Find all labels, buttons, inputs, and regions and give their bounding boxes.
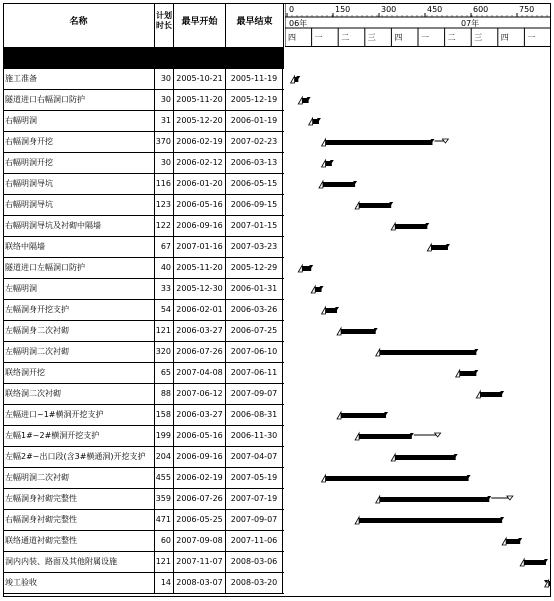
- task-finish: 2007-09-07: [226, 384, 283, 404]
- bar-start-marker: [355, 433, 359, 440]
- task-bar[interactable]: [376, 496, 513, 503]
- bar-start-marker: [355, 202, 359, 209]
- task-bar[interactable]: [298, 265, 313, 272]
- bar-fill: [524, 560, 546, 565]
- task-start: 2006-05-25: [174, 510, 226, 530]
- task-duration: 121: [155, 552, 174, 572]
- bar-start-marker: [322, 160, 326, 167]
- task-finish: 2005-12-29: [226, 258, 283, 278]
- task-bar[interactable]: [376, 349, 479, 356]
- bar-start-marker: [376, 496, 380, 503]
- bar-start-marker: [322, 139, 326, 146]
- gantt-chart: [3, 3, 551, 597]
- task-start: 2006-03-27: [174, 321, 226, 341]
- task-bar[interactable]: [337, 328, 378, 335]
- task-duration: 67: [155, 237, 174, 257]
- header-start-label: 最早开始: [181, 17, 218, 27]
- task-name: 联络洞二次衬砌: [3, 384, 155, 404]
- task-name: 左幅洞身开挖支护: [3, 300, 155, 320]
- task-start: 2006-03-27: [174, 405, 226, 425]
- bar-fill: [359, 518, 502, 523]
- bar-fill: [326, 161, 332, 166]
- task-start: 2006-09-16: [174, 447, 226, 467]
- bar-fill: [323, 182, 355, 187]
- bar-fill: [359, 203, 391, 208]
- task-duration: 121: [155, 321, 174, 341]
- task-name: 左幅1#~2#横洞开挖支护: [3, 426, 155, 446]
- table-row[interactable]: [3, 90, 284, 111]
- gantt-bars: [285, 69, 551, 597]
- task-start: 2005-12-20: [174, 111, 226, 131]
- table-row[interactable]: [3, 174, 284, 195]
- task-start: 2006-02-19: [174, 468, 226, 488]
- bar-fill: [395, 224, 427, 229]
- bar-fill: [549, 581, 551, 586]
- task-duration: 88: [155, 384, 174, 404]
- table-row[interactable]: [3, 237, 284, 258]
- task-start: 2007-01-16: [174, 237, 226, 257]
- bar-fill: [431, 245, 448, 250]
- task-bar[interactable]: [476, 391, 504, 398]
- table-row[interactable]: [3, 279, 284, 300]
- bar-start-marker: [391, 223, 395, 230]
- task-bar[interactable]: [322, 139, 449, 146]
- scale-tick-label: 450: [427, 5, 443, 14]
- table-row[interactable]: [3, 153, 284, 174]
- header-name: [3, 3, 155, 47]
- bar-start-marker: [502, 538, 506, 545]
- task-start: 2006-02-19: [174, 132, 226, 152]
- quarter-label: 三: [367, 33, 376, 42]
- task-start: 2006-05-16: [174, 195, 226, 215]
- table-row[interactable]: [3, 573, 284, 594]
- task-bar[interactable]: [391, 223, 429, 230]
- year-label: 07年: [461, 19, 480, 28]
- bar-start-marker: [298, 97, 302, 104]
- bar-fill: [359, 434, 412, 439]
- table-row[interactable]: [3, 69, 284, 90]
- task-bar[interactable]: [502, 538, 522, 545]
- table-row[interactable]: [3, 468, 284, 489]
- quarter-label: 二: [447, 33, 456, 42]
- task-name: 右幅明洞导坑: [3, 195, 155, 215]
- table-row[interactable]: [3, 132, 284, 153]
- task-name: 右幅明洞导坑: [3, 174, 155, 194]
- task-start: 2007-06-12: [174, 384, 226, 404]
- quarter-label: 三: [474, 33, 483, 42]
- task-start: 2007-04-08: [174, 363, 226, 383]
- bar-fill: [341, 413, 386, 418]
- task-duration: 30: [155, 69, 174, 89]
- task-bar[interactable]: [456, 370, 479, 377]
- task-duration: 158: [155, 405, 174, 425]
- year-label: 06年: [289, 19, 308, 28]
- task-start: 2007-11-07: [174, 552, 226, 572]
- header-start: [174, 3, 226, 47]
- table-row[interactable]: [3, 447, 284, 468]
- task-bar[interactable]: [291, 76, 301, 83]
- bar-start-marker: [391, 454, 395, 461]
- task-name: 隧道进口右幅洞口防护: [3, 90, 155, 110]
- bar-start-marker: [311, 286, 315, 293]
- scale-tick-label: 300: [381, 5, 397, 14]
- task-duration: 14: [155, 573, 174, 593]
- task-finish: 2008-03-20: [226, 573, 283, 593]
- header-finish-label: 最早结束: [236, 17, 273, 27]
- task-start: 2006-02-12: [174, 153, 226, 173]
- task-bar[interactable]: [355, 517, 504, 524]
- task-bar[interactable]: [311, 286, 323, 293]
- task-duration: 31: [155, 111, 174, 131]
- task-name: 联络中隔墙: [3, 237, 155, 257]
- bar-fill: [506, 539, 520, 544]
- task-finish: 2007-06-11: [226, 363, 283, 383]
- task-name: 联络通道衬砌完整性: [3, 531, 155, 551]
- header-name-label: 名称: [69, 17, 88, 27]
- bar-start-marker: [319, 181, 323, 188]
- task-name: 右幅洞身衬砌完整性: [3, 510, 155, 530]
- task-name: 施工准备: [3, 69, 155, 89]
- bar-start-marker: [291, 76, 295, 83]
- task-duration: 204: [155, 447, 174, 467]
- bar-start-marker: [520, 559, 524, 566]
- task-bar[interactable]: [355, 202, 393, 209]
- bar-start-marker: [322, 475, 326, 482]
- summary-bar: [3, 47, 284, 69]
- task-name: 右幅明洞: [3, 111, 155, 131]
- task-duration: 30: [155, 90, 174, 110]
- task-finish: 2007-01-15: [226, 216, 283, 236]
- task-duration: 122: [155, 216, 174, 236]
- task-duration: 123: [155, 195, 174, 215]
- table-row[interactable]: [3, 111, 284, 132]
- bar-fill: [480, 392, 502, 397]
- task-name: 左幅明洞二次衬砌: [3, 468, 155, 488]
- task-finish: 2007-02-23: [226, 132, 283, 152]
- task-finish: 2006-03-13: [226, 153, 283, 173]
- bar-start-marker: [298, 265, 302, 272]
- table-row[interactable]: [3, 489, 284, 510]
- task-name: 左幅洞身衬砌完整性: [3, 489, 155, 509]
- table-row[interactable]: [3, 531, 284, 552]
- task-duration: 471: [155, 510, 174, 530]
- task-duration: 65: [155, 363, 174, 383]
- task-finish: 2006-03-26: [226, 300, 283, 320]
- header-finish: [226, 3, 284, 47]
- task-name: 左幅2#~出口段(含3#横通洞)开挖支护: [3, 447, 155, 467]
- task-duration: 359: [155, 489, 174, 509]
- task-finish: 2008-03-06: [226, 552, 283, 572]
- task-duration: 54: [155, 300, 174, 320]
- table-row[interactable]: [3, 321, 284, 342]
- task-name: 右幅洞身开挖: [3, 132, 155, 152]
- bar-fill: [315, 287, 321, 292]
- table-row[interactable]: [3, 426, 284, 447]
- quarter-label: 四: [394, 33, 403, 42]
- task-bar[interactable]: [544, 580, 551, 587]
- table-row[interactable]: [3, 552, 284, 573]
- task-finish: 2006-07-25: [226, 321, 283, 341]
- task-bar[interactable]: [520, 559, 548, 566]
- task-duration: 199: [155, 426, 174, 446]
- table-row[interactable]: [3, 405, 284, 426]
- bar-fill: [380, 497, 490, 502]
- task-start: 2006-09-16: [174, 216, 226, 236]
- task-bar[interactable]: [322, 160, 334, 167]
- task-finish: 2007-05-19: [226, 468, 283, 488]
- task-start: 2006-01-20: [174, 174, 226, 194]
- task-name: 洞内内装、路面及其他附属设施: [3, 552, 155, 572]
- header-duration: [155, 3, 174, 47]
- bar-start-marker: [337, 328, 341, 335]
- bar-start-marker: [427, 244, 431, 251]
- task-bar[interactable]: [319, 181, 357, 188]
- task-duration: 455: [155, 468, 174, 488]
- task-bar[interactable]: [427, 244, 450, 251]
- task-name: 左幅明洞: [3, 279, 155, 299]
- task-duration: 320: [155, 342, 174, 362]
- table-row[interactable]: [3, 258, 284, 279]
- table-row[interactable]: [3, 342, 284, 363]
- task-finish: 2006-05-15: [226, 174, 283, 194]
- task-name: 右幅明洞导坑及衬砌中隔墙: [3, 216, 155, 236]
- task-start: 2006-02-01: [174, 300, 226, 320]
- timeline-header: [285, 3, 551, 47]
- bar-fill: [302, 98, 308, 103]
- bar-fill: [302, 266, 311, 271]
- bar-fill: [326, 140, 433, 145]
- task-duration: 30: [155, 153, 174, 173]
- bar-fill: [313, 119, 319, 124]
- bar-fill: [460, 371, 477, 376]
- task-bar[interactable]: [355, 433, 441, 440]
- scale-tick-label: 750: [519, 5, 535, 14]
- quarter-label: 一: [421, 33, 429, 42]
- task-bar[interactable]: [322, 307, 339, 314]
- bar-start-marker: [476, 391, 480, 398]
- task-bar[interactable]: [298, 97, 310, 104]
- task-duration: 116: [155, 174, 174, 194]
- task-bar[interactable]: [391, 454, 458, 461]
- bar-fill: [341, 329, 376, 334]
- table-row[interactable]: [3, 216, 284, 237]
- bar-start-marker: [376, 349, 380, 356]
- task-finish: 2007-04-07: [226, 447, 283, 467]
- task-name: 联络洞开挖: [3, 363, 155, 383]
- task-bar[interactable]: [337, 412, 388, 419]
- bar-start-marker: [337, 412, 341, 419]
- table-row[interactable]: [3, 363, 284, 384]
- scale-tick-label: 0: [289, 5, 295, 14]
- scale-tick-label: 150: [335, 5, 351, 14]
- task-finish: 2006-08-31: [226, 405, 283, 425]
- task-start: 2006-07-26: [174, 489, 226, 509]
- task-name: 左幅明洞二次衬砌: [3, 342, 155, 362]
- bar-start-marker: [456, 370, 460, 377]
- quarter-label: 四: [288, 33, 296, 42]
- bar-start-marker: [355, 517, 359, 524]
- task-finish: 2006-01-19: [226, 111, 283, 131]
- quarter-label: 一: [314, 33, 323, 42]
- task-start: 2008-03-07: [174, 573, 226, 593]
- task-finish: 2005-12-19: [226, 90, 283, 110]
- table-row[interactable]: [3, 384, 284, 405]
- task-bar[interactable]: [309, 118, 321, 125]
- task-finish: 2006-11-30: [226, 426, 283, 446]
- task-start: 2006-07-26: [174, 342, 226, 362]
- task-duration: 33: [155, 279, 174, 299]
- task-duration: 370: [155, 132, 174, 152]
- task-start: 2005-11-20: [174, 258, 226, 278]
- bar-fill: [326, 308, 337, 313]
- task-name: 右幅明洞开挖: [3, 153, 155, 173]
- task-start: 2005-10-21: [174, 69, 226, 89]
- table-row[interactable]: [3, 195, 284, 216]
- task-finish: 2006-09-15: [226, 195, 283, 215]
- scale-tick-label: 600: [473, 5, 489, 14]
- quarter-label: 四: [500, 33, 509, 42]
- task-name: 隧道进口左幅洞口防护: [3, 258, 155, 278]
- task-name: 竣工验收: [3, 573, 155, 593]
- task-name: 左幅洞身二次衬砌: [3, 321, 155, 341]
- timeline-scale: [285, 3, 551, 47]
- bar-fill: [326, 476, 469, 481]
- bar-fill: [395, 455, 456, 460]
- task-finish: 2007-11-06: [226, 531, 283, 551]
- task-start: 2005-12-30: [174, 279, 226, 299]
- bar-start-marker: [322, 307, 326, 314]
- task-name: 左幅进口~1#横洞开挖支护: [3, 405, 155, 425]
- task-start: 2005-11-20: [174, 90, 226, 110]
- quarter-label: 一: [527, 33, 536, 42]
- bar-fill: [380, 350, 477, 355]
- task-start: 2007-09-08: [174, 531, 226, 551]
- task-finish: 2005-11-19: [226, 69, 283, 89]
- table-row[interactable]: [3, 510, 284, 531]
- quarter-label: 二: [341, 33, 350, 42]
- task-start: 2006-05-16: [174, 426, 226, 446]
- task-finish: 2006-01-31: [226, 279, 283, 299]
- header-duration-label: 计划 时长: [156, 11, 172, 30]
- task-bar[interactable]: [322, 475, 471, 482]
- task-finish: 2007-03-23: [226, 237, 283, 257]
- task-duration: 60: [155, 531, 174, 551]
- table-row[interactable]: [3, 300, 284, 321]
- task-finish: 2007-07-19: [226, 489, 283, 509]
- task-finish: 2007-09-07: [226, 510, 283, 530]
- task-duration: 40: [155, 258, 174, 278]
- bar-start-marker: [309, 118, 313, 125]
- task-finish: 2007-06-10: [226, 342, 283, 362]
